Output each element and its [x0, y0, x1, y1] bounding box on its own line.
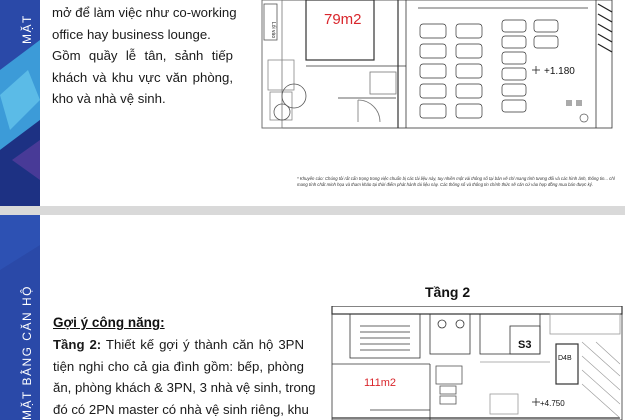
side-strip — [0, 215, 40, 420]
room-label-s3: S3 — [518, 339, 532, 351]
first-line-rest: Thiết kế gợi ý thành căn hộ 3PN — [101, 337, 305, 352]
paragraph-line: office hay business lounge. — [52, 26, 211, 42]
side-label: MẶT BẰNG CĂN HỘ — [20, 285, 34, 420]
page-gap — [0, 206, 625, 215]
paragraph-line: khách và khu vực văn phòng, — [52, 69, 233, 85]
second-floor-plan — [330, 306, 625, 420]
paragraph-line: Gồm quầy lễ tân, sảnh tiếp — [52, 48, 233, 63]
entrance-label: Lối vào — [270, 22, 276, 39]
paragraph-line: đó có 2PN master có nhà vệ sinh riêng, khu — [53, 401, 309, 417]
bottom-paragraph — [53, 334, 316, 420]
paragraph-line — [53, 334, 304, 356]
floor-title: Tầng 2 — [425, 284, 471, 300]
level-label: +4.750 — [540, 399, 565, 408]
bottom-page — [0, 215, 625, 420]
side-strip — [0, 0, 40, 206]
paragraph-line: kho và nhà vệ sinh. — [52, 91, 166, 106]
room-label-d4b: D4B — [558, 355, 572, 362]
level-label: +1.180 — [544, 66, 575, 77]
area-label: 79m2 — [324, 11, 362, 28]
ground-floor-plan — [258, 0, 618, 132]
top-page — [0, 0, 625, 206]
side-label: MẶT — [20, 14, 34, 44]
paragraph-line: ăn, phòng khách & 3PN, 3 nhà vệ sinh, trong — [53, 380, 316, 395]
paragraph-line: mở để làm việc như co-working — [52, 5, 237, 20]
paragraph-line: tiện nghi cho cả gia đình gồm: bếp, phòng — [53, 358, 304, 374]
section-heading: Gợi ý công năng: — [53, 315, 165, 330]
top-paragraph — [52, 2, 237, 110]
area-label: 111m2 — [364, 377, 397, 389]
lead-label: Tầng 2: — [53, 337, 102, 352]
disclaimer: * Khuyến cáo: Chúng tôi rất cẩn trọng trong việc chuẩn bị các tài liệu này, tuy nhiên một vài thông số tại bản vẽ chỉ mang tính tương đối và các hình ảnh, thông tin... chỉ mang tính chất minh họa và tham khảo tại thời điểm phát hành tài liệu này. Các thông số và thông tin chính thức sẽ căn cứ vào hợp đồng mua bán được ký. — [297, 176, 615, 187]
